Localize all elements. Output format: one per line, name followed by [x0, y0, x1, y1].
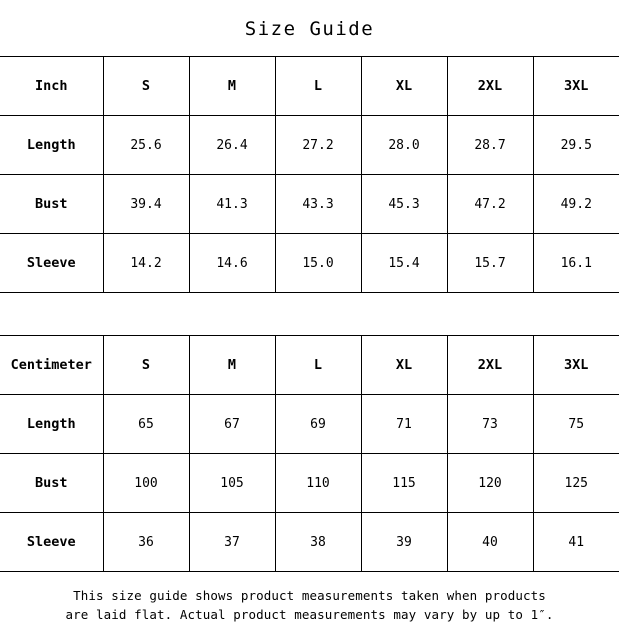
footnote-line-1: This size guide shows product measurements taken when products: [73, 588, 546, 603]
cell-bust-s: 100: [103, 454, 189, 513]
cell-sleeve-2xl: 15.7: [447, 234, 533, 293]
unit-label-centimeter: Centimeter: [0, 336, 103, 395]
row-label-length: Length: [0, 116, 103, 175]
table-header-row: [0, 57, 619, 116]
cell-bust-l: 110: [275, 454, 361, 513]
cell-sleeve-s: 36: [103, 513, 189, 572]
cell-sleeve-s: 14.2: [103, 234, 189, 293]
cell-length-xl: 71: [361, 395, 447, 454]
cell-bust-m: 41.3: [189, 175, 275, 234]
cell-bust-3xl: 49.2: [533, 175, 619, 234]
cell-sleeve-3xl: 16.1: [533, 234, 619, 293]
table-row: [0, 395, 619, 454]
column-header-l: L: [275, 336, 361, 395]
size-table-centimeter: [0, 335, 619, 572]
column-header-3xl: 3XL: [533, 57, 619, 116]
cell-sleeve-m: 37: [189, 513, 275, 572]
cell-sleeve-l: 38: [275, 513, 361, 572]
row-label-bust: Bust: [0, 175, 103, 234]
column-header-l: L: [275, 57, 361, 116]
cell-length-3xl: 29.5: [533, 116, 619, 175]
column-header-3xl: 3XL: [533, 336, 619, 395]
column-header-s: S: [103, 336, 189, 395]
row-label-length: Length: [0, 395, 103, 454]
cell-length-m: 67: [189, 395, 275, 454]
row-label-sleeve: Sleeve: [0, 234, 103, 293]
table-row: [0, 454, 619, 513]
cell-bust-2xl: 47.2: [447, 175, 533, 234]
cell-length-3xl: 75: [533, 395, 619, 454]
cell-length-m: 26.4: [189, 116, 275, 175]
cell-bust-2xl: 120: [447, 454, 533, 513]
row-label-sleeve: Sleeve: [0, 513, 103, 572]
cell-length-l: 27.2: [275, 116, 361, 175]
column-header-xl: XL: [361, 57, 447, 116]
cell-length-2xl: 73: [447, 395, 533, 454]
cell-length-s: 25.6: [103, 116, 189, 175]
column-header-xl: XL: [361, 336, 447, 395]
table-row: [0, 175, 619, 234]
column-header-s: S: [103, 57, 189, 116]
page-title: Size Guide: [244, 18, 375, 40]
column-header-m: M: [189, 336, 275, 395]
column-header-2xl: 2XL: [447, 336, 533, 395]
table-row: [0, 234, 619, 293]
table-row: [0, 116, 619, 175]
cell-sleeve-xl: 15.4: [361, 234, 447, 293]
cell-bust-m: 105: [189, 454, 275, 513]
row-label-bust: Bust: [0, 454, 103, 513]
cell-length-2xl: 28.7: [447, 116, 533, 175]
footnote-line-2: are laid flat. Actual product measurements may vary by up to 1″.: [65, 607, 554, 623]
cell-sleeve-xl: 39: [361, 513, 447, 572]
unit-label-inch: Inch: [0, 57, 103, 116]
table-separator: [0, 293, 619, 335]
column-header-m: M: [189, 57, 275, 116]
table-row: [0, 513, 619, 572]
cell-sleeve-2xl: 40: [447, 513, 533, 572]
cell-bust-3xl: 125: [533, 454, 619, 513]
cell-bust-s: 39.4: [103, 175, 189, 234]
cell-length-s: 65: [103, 395, 189, 454]
size-guide-footnote: [0, 572, 619, 625]
cell-sleeve-l: 15.0: [275, 234, 361, 293]
cell-length-l: 69: [275, 395, 361, 454]
table-header-row: [0, 336, 619, 395]
cell-sleeve-m: 14.6: [189, 234, 275, 293]
cell-sleeve-3xl: 41: [533, 513, 619, 572]
column-header-2xl: 2XL: [447, 57, 533, 116]
size-table-inch: [0, 56, 619, 293]
cell-bust-xl: 45.3: [361, 175, 447, 234]
cell-length-xl: 28.0: [361, 116, 447, 175]
cell-bust-xl: 115: [361, 454, 447, 513]
cell-bust-l: 43.3: [275, 175, 361, 234]
